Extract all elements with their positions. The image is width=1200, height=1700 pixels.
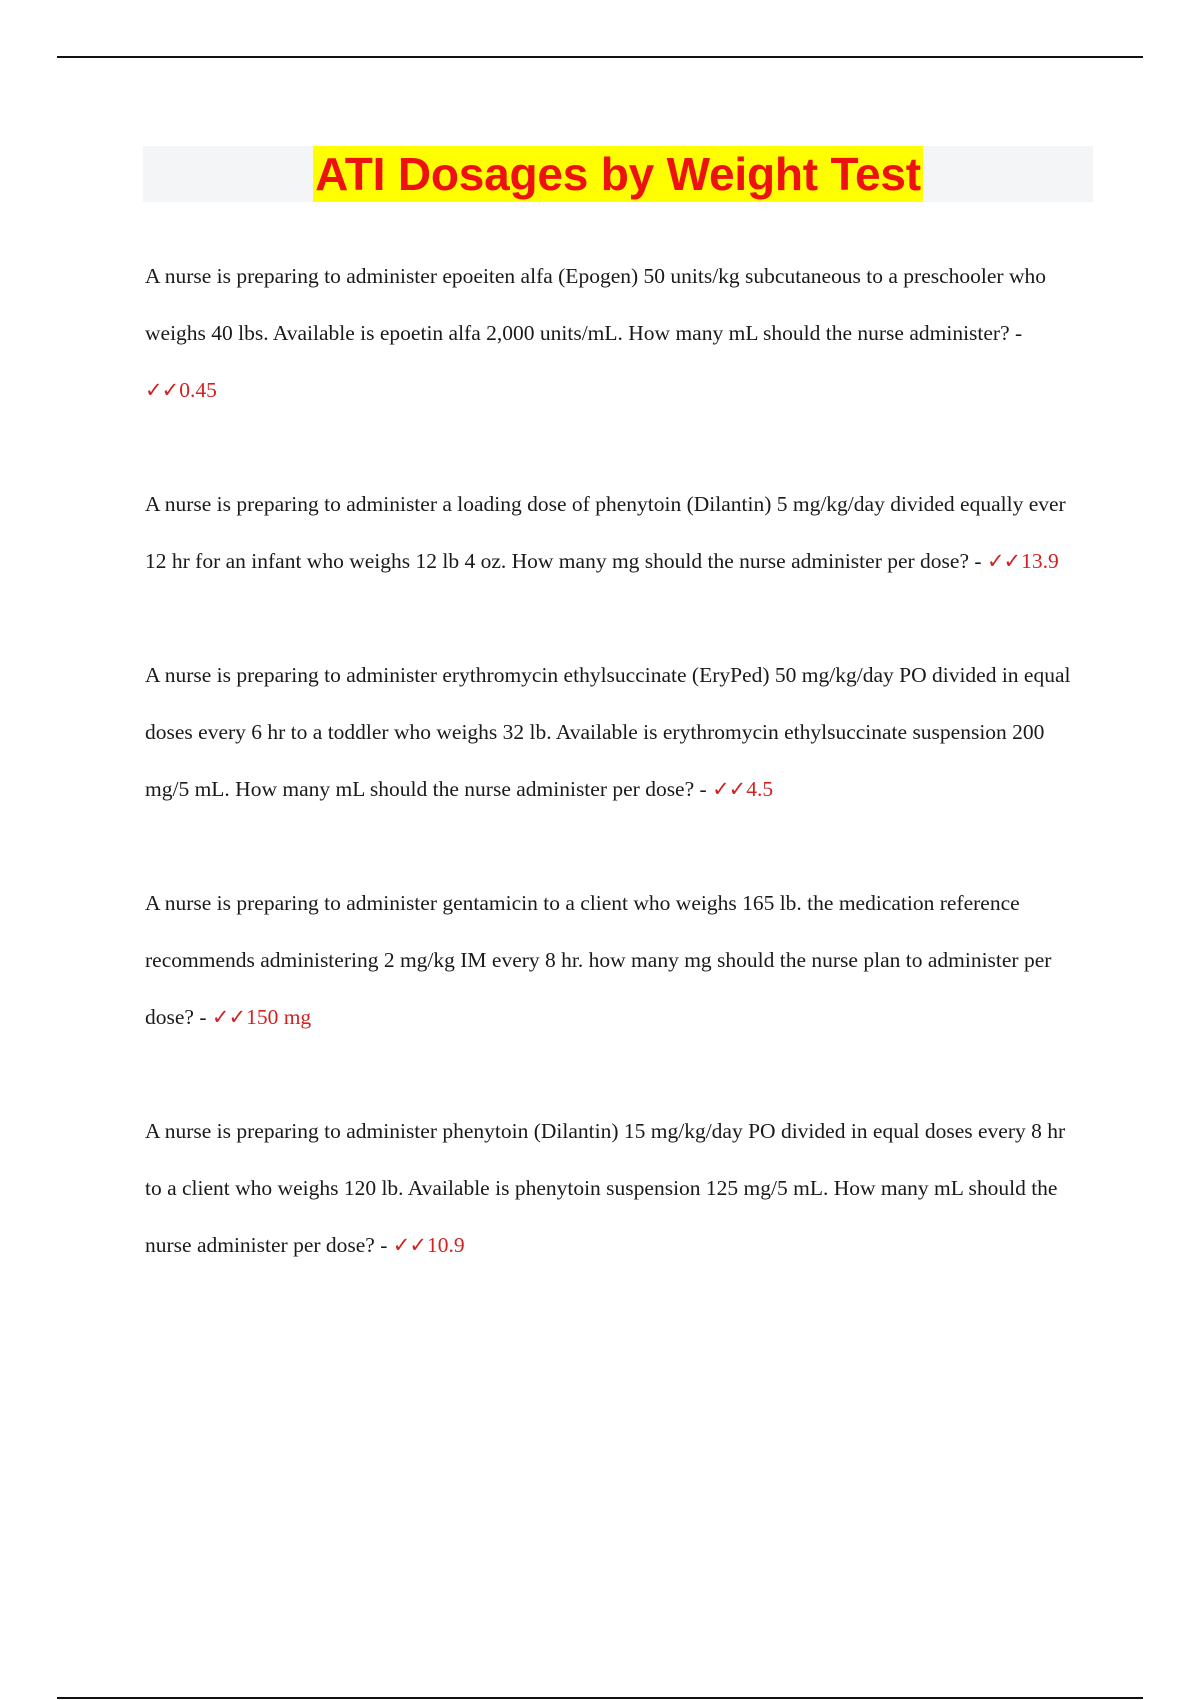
question-text: A nurse is preparing to administer a loading dose of phenytoin (Dilantin) 5 mg/kg/day divided equally ever 12 hr for an infant who weighs 12 lb 4 oz. How many mg should the nurse administer per dose? (145, 492, 1066, 573)
question-item (145, 476, 1085, 590)
separator: - (969, 549, 987, 573)
answer-text: 10.9 (426, 1233, 465, 1257)
answer-text: 0.45 (179, 378, 217, 402)
question-text: A nurse is preparing to administer phenytoin (Dilantin) 15 mg/kg/day PO divided in equal doses every 8 hr to a client who weighs 120 lb. Available is phenytoin suspension 125 mg/5 mL. How many mL should the nurse administer per dose? (145, 1119, 1066, 1257)
double-check-icon: ✓✓ (986, 549, 1021, 573)
page-title: ATI Dosages by Weight Test (315, 148, 921, 200)
question-text: A nurse is preparing to administer epoeiten alfa (Epogen) 50 units/kg subcutaneous to a preschooler who weighs 40 lbs. Available is epoetin alfa 2,000 units/mL. How many mL should the nurse administer? (145, 264, 1046, 345)
double-check-icon: ✓✓ (145, 378, 179, 402)
separator: - (374, 1233, 393, 1257)
answer-text: 4.5 (746, 777, 774, 801)
answer-text: 150 mg (246, 1005, 312, 1029)
double-check-icon: ✓✓ (392, 1233, 426, 1257)
double-check-icon: ✓✓ (211, 1005, 246, 1029)
question-item (145, 647, 1085, 818)
bottom-rule (57, 1697, 1143, 1699)
question-text: A nurse is preparing to administer gentamicin to a client who weighs 165 lb. the medication reference recommends administering 2 mg/kg IM every 8 hr. how many mg should the nurse plan to administer per dose? (145, 891, 1052, 1029)
question-item (145, 875, 1085, 1046)
question-item (145, 1103, 1085, 1274)
title-band (143, 146, 1093, 202)
question-item (145, 248, 1085, 419)
double-check-icon: ✓✓ (712, 777, 746, 801)
separator: - (1009, 321, 1023, 345)
separator: - (694, 777, 713, 801)
separator: - (193, 1005, 212, 1029)
top-rule (57, 56, 1143, 58)
answer-text: 13.9 (1021, 549, 1059, 573)
question-text: A nurse is preparing to administer erythromycin ethylsuccinate (EryPed) 50 mg/kg/day PO divided in equal doses every 6 hr to a toddler who weighs 32 lb. Available is erythromycin ethylsuccinate suspension 200 mg/5 mL. How many mL should the nurse administer per dose? (145, 663, 1071, 801)
question-list (145, 248, 1085, 1331)
